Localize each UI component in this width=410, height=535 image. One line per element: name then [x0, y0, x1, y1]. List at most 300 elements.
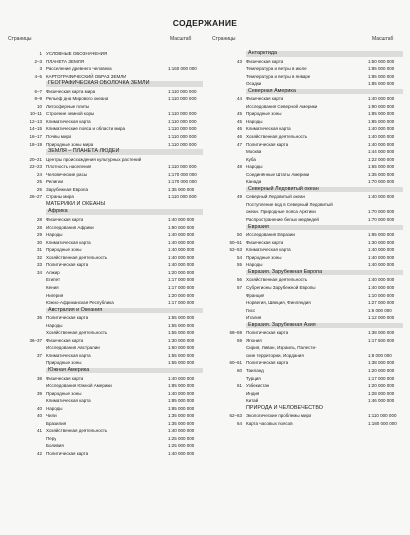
- toc-entry: [206, 420, 405, 428]
- toc-section-heading: [206, 322, 405, 330]
- page-number: 20–21: [29, 156, 42, 162]
- entry-title: Политическая карта: [246, 141, 289, 147]
- map-scale: 1:35 000 000: [368, 171, 395, 177]
- toc-entry: [6, 246, 205, 254]
- entry-title: ЗЕМЛЯ – ПЛАНЕТА ЛЮДЕЙ: [48, 148, 120, 155]
- entry-title: Франция: [246, 292, 265, 298]
- entry-title: Исследования Африки: [46, 224, 94, 230]
- toc-entry: [6, 133, 205, 141]
- page-number: 24: [36, 171, 42, 177]
- toc-entry: [206, 329, 405, 337]
- toc-entry: [6, 269, 205, 277]
- entry-title: Карта часовых поясов: [246, 420, 293, 426]
- entry-title: Природные зоны: [246, 111, 282, 117]
- toc-entry: [206, 201, 405, 209]
- toc-entry: [206, 382, 405, 390]
- entry-title: КАРТОГРАФИЧЕСКИЙ ОБРАЗ ЗЕМЛИ: [46, 73, 127, 79]
- page-number: 45: [236, 111, 242, 117]
- toc-entry: [206, 337, 405, 345]
- toc-entry: [6, 193, 205, 201]
- toc-entry: [6, 231, 205, 239]
- entry-title: Климатическая карта: [46, 239, 91, 245]
- entry-title: Хозяйственная деятельность: [46, 428, 108, 434]
- map-scale: 1:110 000 000: [368, 413, 397, 419]
- map-scale: 1:38 000 000: [368, 330, 395, 336]
- toc-entry: [6, 254, 205, 262]
- toc-entry: [6, 337, 205, 345]
- entry-title: Кения: [46, 284, 59, 290]
- entry-title: Физическая карта: [246, 58, 284, 64]
- toc-entry: [6, 65, 205, 73]
- map-scale: 1:55 000 000: [168, 315, 195, 321]
- toc-entry: [6, 412, 205, 420]
- page-number: 37: [36, 352, 42, 358]
- page-number: 12–13: [29, 118, 42, 124]
- map-scale: 1:25 000 000: [168, 435, 195, 441]
- page-number: 34: [36, 269, 42, 275]
- page-number: 50: [236, 232, 242, 238]
- entry-title: Субрегионы Зарубежной Европы: [246, 284, 316, 290]
- entry-title: Расселение древнего человека: [46, 66, 112, 72]
- map-scale: 1:85 000 000: [368, 81, 395, 87]
- entry-title: МАТЕРИКИ И ОКЕАНЫ: [46, 200, 106, 207]
- page-number: 1: [39, 51, 42, 56]
- entry-title: Зарубежная Европа: [46, 186, 88, 192]
- entry-title: Хозяйственная деятельность: [246, 134, 308, 140]
- toc-entry: [6, 171, 205, 179]
- map-scale: 1:110 000 000: [168, 141, 197, 147]
- map-scale: 1:40 000 000: [368, 262, 395, 268]
- map-scale: 1:17 000 000: [368, 375, 395, 381]
- toc-entry: [6, 352, 205, 360]
- entry-title: Температура и ветры в июле: [246, 66, 307, 72]
- entry-title: Народы: [46, 232, 63, 238]
- map-scale: 1:85 000 000: [368, 118, 395, 124]
- map-scale: 1:40 000 000: [368, 194, 395, 200]
- toc-entry: [206, 110, 405, 118]
- page-number: 4–5: [34, 73, 42, 79]
- page-number: 62–63: [229, 413, 242, 419]
- map-scale: 1:40 000 000: [168, 450, 195, 456]
- entry-title: Нигерия: [46, 292, 64, 298]
- entry-title: Евразия. Зарубежная Европа: [248, 268, 323, 275]
- toc-entry: [206, 95, 405, 103]
- page-number: 10–11: [29, 111, 42, 117]
- toc-section-heading: [6, 58, 205, 66]
- entry-title: Климатическая карта: [46, 352, 91, 358]
- toc-entry: [206, 412, 405, 420]
- page-number: 29: [36, 232, 42, 238]
- toc-entry: [6, 141, 205, 149]
- entry-title: Япония: [246, 337, 262, 343]
- page-number: 40: [36, 413, 42, 419]
- map-scale: 1:110 000 000: [168, 164, 197, 170]
- map-scale: 1:90 000 000: [368, 103, 395, 109]
- map-scale: 1:55 000 000: [168, 360, 195, 366]
- toc-entry: [206, 239, 405, 247]
- entry-title: Южно-Африканская Республика: [46, 300, 114, 306]
- map-scale: 1:27 000 000: [368, 300, 395, 306]
- entry-title: ПЛАНЕТА ЗЕМЛЯ: [46, 58, 84, 64]
- entry-title: Народы: [246, 262, 263, 268]
- map-scale: 1:110 000 000: [168, 96, 197, 102]
- toc-entry: [6, 95, 205, 103]
- map-scale: 1:65 000 000: [368, 164, 395, 170]
- entry-title: Антарктида: [248, 50, 278, 56]
- map-scale: 1:40 000 000: [368, 126, 395, 132]
- entry-title: Москва: [246, 149, 262, 155]
- map-scale: 1:180 000 000: [368, 420, 397, 426]
- entry-title: Южная Америка: [48, 366, 90, 373]
- toc-section-heading: [6, 73, 205, 81]
- map-scale: 1:55 000 000: [168, 322, 195, 328]
- map-scale: 1:170 000 000: [168, 179, 197, 185]
- entry-title: Физическая карта: [246, 239, 284, 245]
- entry-title: Строение земной коры: [46, 111, 95, 117]
- entry-title: Литосферные плиты: [46, 103, 90, 109]
- scale-header-right: Масштаб: [372, 36, 394, 42]
- toc-entry: [206, 171, 405, 179]
- page-number: 50–51: [229, 239, 242, 245]
- map-scale: 1:17 000 000: [168, 300, 195, 306]
- entry-title: Хозяйственная деятельность: [246, 277, 308, 283]
- toc-section-heading: [6, 80, 205, 88]
- toc-section-heading: [206, 50, 405, 58]
- entry-title: Политическая карта: [246, 360, 289, 366]
- entry-title: Индия: [246, 390, 260, 396]
- map-scale: 1:110 000 000: [168, 118, 197, 124]
- entry-title: Евразия: [248, 223, 269, 230]
- map-scale: 1:110 000 000: [168, 126, 197, 132]
- toc-entry: [206, 193, 405, 201]
- toc-entry: [6, 450, 205, 458]
- map-scale: 1:40 000 000: [168, 217, 195, 223]
- map-scale: 1:40 000 000: [168, 428, 195, 434]
- toc-entry: [206, 103, 405, 111]
- entry-title: УСЛОВНЫЕ ОБОЗНАЧЕНИЯ: [46, 51, 108, 56]
- map-scale: 1:44 000 000: [368, 149, 395, 155]
- map-scale: 1:12 000 000: [368, 315, 395, 321]
- entry-title: Народы: [246, 164, 263, 170]
- page-number: 57: [236, 284, 242, 290]
- map-scale: 1:20 000 000: [368, 383, 395, 389]
- map-scale: 1:85 000 000: [368, 73, 395, 79]
- entry-title: Норвегия, Швеция, Финляндия: [246, 300, 311, 306]
- toc-entry: [206, 390, 405, 398]
- entry-title: Политическая карта: [46, 315, 89, 321]
- toc-section-heading: [6, 201, 205, 209]
- page-number: 61: [236, 383, 242, 389]
- toc-entry: [206, 367, 405, 375]
- toc-entry: [206, 148, 405, 156]
- page-number: 35: [36, 315, 42, 321]
- map-scale: 1:6 000 000: [368, 307, 392, 313]
- entry-title: Турция: [246, 375, 261, 381]
- entry-title: Хозяйственная деятельность: [46, 330, 108, 336]
- entry-title: Китай: [246, 398, 259, 404]
- toc-entry: [6, 427, 205, 435]
- toc-entry: [206, 125, 405, 133]
- toc-section-heading: [206, 88, 405, 96]
- toc-entry: [6, 284, 205, 292]
- map-scale: 1:28 000 000: [368, 390, 395, 396]
- page-number: 18–19: [29, 141, 42, 147]
- map-scale: 1:17 000 000: [168, 277, 195, 283]
- map-scale: 1:40 000 000: [168, 262, 195, 268]
- entry-title: Плотность населения: [46, 164, 92, 170]
- map-scale: 1:40 000 000: [368, 284, 395, 290]
- entry-title: Исследования Австралии: [46, 345, 100, 351]
- toc-entry: [206, 118, 405, 126]
- page-number: 28: [36, 217, 42, 223]
- toc-section-heading: [6, 50, 205, 58]
- entry-title: ГЕОГРАФИЧЕСКАЯ ОБОЛОЧКА ЗЕМЛИ: [48, 80, 150, 87]
- map-scale: 1:22 000 000: [368, 156, 395, 162]
- toc-entry: [6, 329, 205, 337]
- page-number: 25: [36, 179, 42, 185]
- entry-title: Италия: [246, 315, 262, 321]
- map-scale: 1:20 000 000: [368, 367, 395, 373]
- toc-entry: [206, 292, 405, 300]
- page-number: 45: [236, 118, 242, 124]
- entry-title: Природные зоны мира: [46, 141, 94, 147]
- toc-entry: [206, 216, 405, 224]
- toc-entry: [6, 156, 205, 164]
- entry-title: Северный Ледовитый океан: [248, 185, 319, 192]
- map-scale: 1:35 000 000: [168, 420, 195, 426]
- entry-title: Природные зоны: [46, 247, 82, 253]
- entry-title: Исследования Северной Америки: [246, 103, 318, 109]
- entry-title: Чили: [46, 413, 57, 419]
- pages-header-right: Страницы: [212, 36, 236, 42]
- page-number: 56: [236, 277, 242, 283]
- page-number: 58–59: [229, 330, 242, 336]
- entry-title: Бразилия: [46, 420, 67, 426]
- page-number: 44: [236, 96, 242, 102]
- entry-title: Египет: [46, 277, 61, 283]
- toc-entry: [6, 359, 205, 367]
- entry-title: Физическая карта: [46, 337, 84, 343]
- map-scale: 1:35 000 000: [168, 413, 195, 419]
- toc-entry: [206, 397, 405, 405]
- page-number: 10: [36, 103, 42, 109]
- entry-title: Сирия, Ливан, Израиль, Палести-: [246, 345, 317, 351]
- page-number: 25: [36, 186, 42, 192]
- entry-title: Северная Америка: [248, 87, 296, 94]
- entry-title: Перу: [46, 435, 57, 441]
- page-number: 47: [236, 141, 242, 147]
- map-scale: 1:40 000 000: [368, 247, 395, 253]
- toc-entry: [206, 65, 405, 73]
- map-scale: 1:40 000 000: [168, 375, 195, 381]
- entry-title: Климатическая карта: [246, 126, 291, 132]
- toc-section-heading: [6, 367, 205, 375]
- toc-entry: [206, 80, 405, 88]
- toc-entry: [206, 352, 405, 360]
- entry-title: Климатические пояса и области мира: [46, 126, 126, 132]
- map-scale: 1:40 000 000: [168, 254, 195, 260]
- map-scale: 1:160 000 000: [168, 66, 197, 72]
- page-number: 16–17: [29, 134, 42, 140]
- toc-entry: [206, 254, 405, 262]
- map-scale: 1:40 000 000: [368, 141, 395, 147]
- map-scale: 1:10 000 000: [368, 292, 395, 298]
- map-scale: 1:40 000 000: [368, 134, 395, 140]
- toc-entry: [6, 405, 205, 413]
- entry-title: Природные зоны: [46, 390, 82, 396]
- toc-entry: [6, 420, 205, 428]
- page-number: 46: [236, 126, 242, 132]
- entry-title: Евразия. Зарубежная Азия: [248, 321, 316, 328]
- map-scale: 1:30 000 000: [168, 337, 195, 343]
- entry-title: Физическая карта: [246, 96, 284, 102]
- page-title: СОДЕРЖАНИЕ: [172, 18, 238, 28]
- page-number: 48: [236, 164, 242, 170]
- page-number: 49: [236, 194, 242, 200]
- toc-section-heading: [206, 224, 405, 232]
- toc-column-left: [6, 50, 205, 458]
- entry-title: Осадки: [246, 81, 262, 87]
- entry-title: Соединённые Штаты Америки: [246, 171, 310, 177]
- page-number: 39: [36, 390, 42, 396]
- page-number: 59: [236, 337, 242, 343]
- page-number: 38: [36, 375, 42, 381]
- page-number: 36–37: [29, 337, 42, 343]
- map-scale: 1:38 000 000: [368, 360, 395, 366]
- map-scale: 1:20 000 000: [168, 292, 195, 298]
- entry-title: Физическая карта: [46, 217, 84, 223]
- toc-entry: [6, 186, 205, 194]
- toc-entry: [206, 178, 405, 186]
- entry-title: Поступление вод в Северный Ледовитый: [246, 201, 333, 207]
- toc-section-heading: [206, 269, 405, 277]
- page-number: 55: [236, 262, 242, 268]
- entry-title: Центры происхождения культурных растений: [46, 156, 142, 162]
- toc-entry: [6, 292, 205, 300]
- page-number: 26–27: [29, 194, 42, 200]
- entry-title: ские территории, Иордания: [246, 352, 304, 358]
- entry-title: Политическая карта: [46, 450, 89, 456]
- entry-title: Политическая карта: [46, 262, 89, 268]
- toc-entry: [6, 103, 205, 111]
- toc-entry: [6, 322, 205, 330]
- page-number: 52–53: [229, 247, 242, 253]
- map-scale: 1:70 000 000: [368, 209, 395, 215]
- toc-entry: [6, 88, 205, 96]
- entry-title: Климатическая карта: [46, 398, 91, 404]
- toc-entry: [206, 344, 405, 352]
- toc-column-right: [206, 50, 405, 427]
- map-scale: 1:40 000 000: [368, 277, 395, 283]
- map-scale: 1:20 000 000: [168, 269, 195, 275]
- page-number: 41: [36, 428, 42, 434]
- map-scale: 1:50 000 000: [368, 58, 395, 64]
- entry-title: Физическая карта: [46, 375, 84, 381]
- map-scale: 1:90 000 000: [168, 224, 195, 230]
- page-number: 6–7: [34, 88, 42, 94]
- entry-title: Физическая карта мира: [46, 88, 96, 94]
- entry-title: Хозяйственная деятельность: [46, 254, 108, 260]
- toc-entry: [206, 163, 405, 171]
- toc-entry: [6, 314, 205, 322]
- toc-section-heading: [206, 186, 405, 194]
- toc-section-heading: [6, 307, 205, 315]
- entry-title: Таиланд: [246, 367, 264, 373]
- toc-entry: [206, 276, 405, 284]
- toc-section-heading: [6, 148, 205, 156]
- map-scale: 1:40 000 000: [168, 247, 195, 253]
- map-scale: 1:85 000 000: [168, 383, 195, 389]
- toc-entry: [206, 141, 405, 149]
- page-number: 31: [36, 247, 42, 253]
- page-number: 43: [236, 58, 242, 64]
- page-number: 40: [36, 405, 42, 411]
- map-scale: 1:46 000 000: [368, 398, 395, 404]
- entry-title: Канада: [246, 179, 262, 185]
- entry-title: Страны мира: [46, 194, 74, 200]
- entry-title: Политическая карта: [246, 330, 289, 336]
- toc-section-heading: [206, 405, 405, 413]
- page-number: 28: [36, 224, 42, 230]
- map-scale: 1:170 000 000: [168, 171, 197, 177]
- entry-title: Куба: [246, 156, 256, 162]
- map-scale: 1:40 000 000: [368, 254, 395, 260]
- entry-title: Экологические проблемы мира: [246, 413, 312, 419]
- toc-entry: [6, 435, 205, 443]
- pages-header-left: Страницы: [8, 36, 32, 42]
- map-scale: 1:40 000 000: [368, 96, 395, 102]
- toc-entry: [6, 163, 205, 171]
- page-number: 14–15: [29, 126, 42, 132]
- page-number: 22–23: [29, 164, 42, 170]
- entry-title: Алжир: [46, 269, 60, 275]
- toc-entry: [6, 276, 205, 284]
- page-number: 42: [36, 450, 42, 456]
- map-scale: 1:40 000 000: [168, 390, 195, 396]
- page-number: 60: [236, 367, 242, 373]
- entry-title: Природные зоны: [46, 360, 82, 366]
- toc-entry: [206, 307, 405, 315]
- map-scale: 1:85 000 000: [168, 405, 195, 411]
- page-number: 32: [36, 254, 42, 260]
- toc-entry: [206, 208, 405, 216]
- map-scale: 1:70 000 000: [368, 179, 395, 185]
- entry-title: Природные зоны: [246, 254, 282, 260]
- page-number: 60–61: [229, 360, 242, 366]
- page-number: 2–3: [34, 58, 42, 64]
- entry-title: Климатическая карта: [46, 118, 91, 124]
- map-scale: 1:110 000 000: [168, 88, 197, 94]
- map-scale: 1:70 000 000: [368, 217, 395, 223]
- map-scale: 1:8 000 000: [368, 352, 392, 358]
- map-scale: 1:85 000 000: [368, 66, 395, 72]
- entry-title: Температура и ветры в январе: [246, 73, 311, 79]
- map-scale: 1:25 000 000: [168, 443, 195, 449]
- page-number: 30: [36, 239, 42, 245]
- toc-entry: [6, 239, 205, 247]
- toc-entry: [206, 73, 405, 81]
- toc-entry: [6, 118, 205, 126]
- scale-header-left: Масштаб: [170, 36, 192, 42]
- map-scale: 1:35 000 000: [168, 186, 195, 192]
- toc-entry: [6, 299, 205, 307]
- map-scale: 1:40 000 000: [168, 239, 195, 245]
- toc-entry: [6, 125, 205, 133]
- map-scale: 1:55 000 000: [168, 352, 195, 358]
- toc-entry: [206, 156, 405, 164]
- toc-entry: [206, 359, 405, 367]
- page-number: 46: [236, 134, 242, 140]
